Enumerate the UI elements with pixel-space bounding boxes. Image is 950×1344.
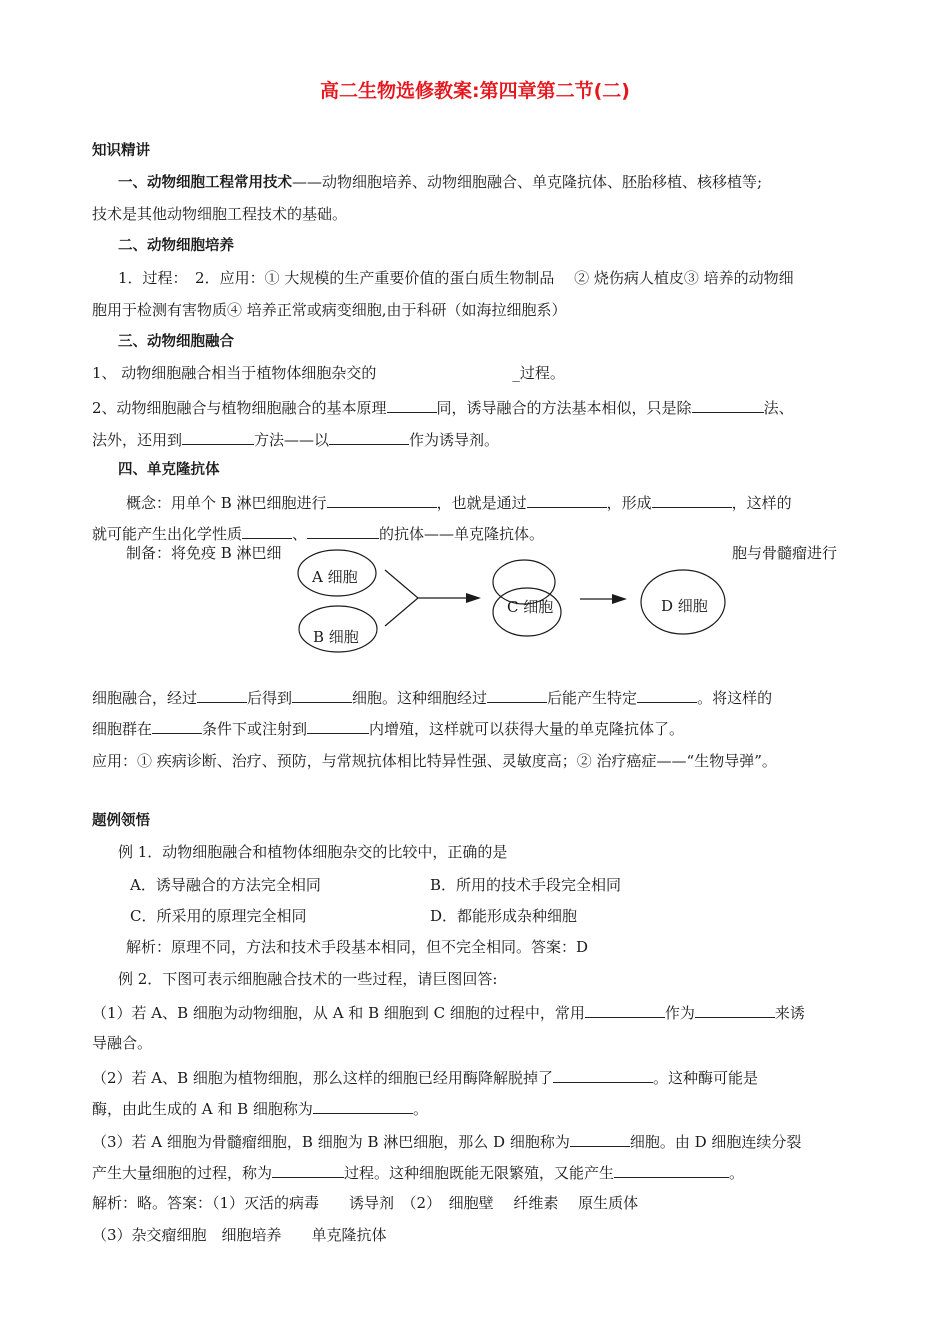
ex2-question: 例 2．下图可表示细胞融合技术的一些过程，请巨图回答: bbox=[118, 970, 498, 988]
arrowhead-to-d bbox=[612, 594, 627, 604]
blank bbox=[272, 1161, 344, 1178]
s1-line-1 bbox=[118, 172, 762, 193]
s4-title: 四、单克隆抗体 bbox=[118, 462, 220, 478]
blank bbox=[570, 1130, 630, 1147]
s4-prep-a: 制备：将免疫 B 淋巴细 bbox=[126, 544, 282, 562]
cell-c-top-ellipse bbox=[493, 560, 555, 604]
s1-line-2: 技术是其他动物细胞工程技术的基础。 bbox=[92, 205, 348, 223]
s4-f1a: 细胞融合，经过 bbox=[92, 689, 198, 707]
blank bbox=[652, 491, 732, 508]
s3-l2c: 法、 bbox=[763, 399, 794, 417]
s4-f1b: 后得到 bbox=[247, 689, 293, 707]
blank bbox=[695, 1001, 775, 1018]
blank bbox=[692, 396, 764, 413]
s4-c2c: 的抗体——单克隆抗体。 bbox=[379, 525, 545, 543]
blank bbox=[307, 522, 379, 539]
page-title: 高二生物选修教案:第四章第二节(二) bbox=[320, 80, 630, 102]
s3-line-1 bbox=[92, 363, 565, 383]
s3-l2a: 2、动物细胞融合与植物细胞融合的基本原理 bbox=[92, 399, 387, 417]
blank bbox=[307, 717, 369, 734]
s3-l1a: 1、 动物细胞融合相当于植物体细胞杂交的 bbox=[92, 364, 377, 382]
s3-l3b: 方法——以 bbox=[254, 431, 330, 449]
s4-concept-1 bbox=[126, 491, 792, 513]
blank bbox=[527, 491, 607, 508]
ex2-q3 bbox=[92, 1130, 801, 1152]
ex2-q2b: 。这种酶可能是 bbox=[652, 1069, 758, 1087]
s3-l2b: 同，诱导融合的方法基本相似，只是除 bbox=[436, 399, 692, 417]
s3-line-3 bbox=[92, 428, 499, 450]
blank bbox=[197, 686, 247, 703]
merge-bracket bbox=[385, 570, 418, 626]
s4-application: 应用：① 疾病诊断、治疗、预防，与常规抗体相比特异性强、灵敏度高；② 治疗癌症——“生物导弹”。 bbox=[92, 752, 777, 770]
s4-c1c: ，形成 bbox=[606, 494, 652, 512]
cell-c-label: C 细胞 bbox=[507, 598, 554, 616]
blank bbox=[182, 428, 254, 445]
s3-l3c: 作为诱导剂。 bbox=[409, 431, 500, 449]
blank bbox=[585, 1001, 665, 1018]
s4-fusion-2 bbox=[92, 717, 684, 739]
blank bbox=[637, 686, 697, 703]
ex2-q1b: 作为 bbox=[664, 1004, 695, 1022]
ex2-q3-cont bbox=[92, 1161, 744, 1183]
blank bbox=[313, 1097, 413, 1114]
s3-l3a: 法外，还用到 bbox=[92, 431, 183, 449]
ex1-option-a: A．诱导融合的方法完全相同 bbox=[130, 876, 321, 894]
s3-title: 三、动物细胞融合 bbox=[118, 334, 234, 350]
cell-d-label: D 细胞 bbox=[661, 597, 708, 615]
s4-f1e: 。将这样的 bbox=[697, 689, 773, 707]
blank bbox=[327, 491, 437, 508]
cell-b-label: B 细胞 bbox=[313, 628, 359, 646]
blank bbox=[553, 1066, 653, 1083]
ex2-q2d: 。 bbox=[412, 1100, 428, 1118]
s2-title: 二、动物细胞培养 bbox=[118, 238, 234, 254]
s4-f2a: 细胞群在 bbox=[92, 720, 153, 738]
ex2-q2a: （2）若 A、B 细胞为植物细胞，那么这样的细胞已经用酶降解脱掉了 bbox=[92, 1069, 553, 1087]
blank bbox=[329, 428, 409, 445]
ex2-q2-cont bbox=[92, 1097, 428, 1119]
s4-f1c: 细胞。这种细胞经过 bbox=[352, 689, 488, 707]
ex1-option-c: C．所采用的原理完全相同 bbox=[130, 907, 307, 925]
blank bbox=[292, 686, 352, 703]
s3-l1b: _过程。 bbox=[512, 364, 565, 382]
ex1-option-b: B．所用的技术手段完全相同 bbox=[430, 876, 622, 894]
ex1-question: 例 1．动物细胞融合和植物体细胞杂交的比较中，正确的是 bbox=[118, 843, 508, 861]
s2-line-2: 胞用于检测有害物质④ 培养正常或病变细胞,由于科研（如海拉细胞系） bbox=[92, 301, 567, 319]
s4-c1a: 概念：用单个 B 淋巴细胞进行 bbox=[126, 494, 327, 512]
ex2-q1c: 来诱 bbox=[774, 1004, 805, 1022]
blank bbox=[614, 1161, 729, 1178]
ex2-q2 bbox=[92, 1066, 758, 1088]
s4-f2c: 内增殖，这样就可以获得大量的单克隆抗体了。 bbox=[369, 720, 685, 738]
cell-a-ellipse bbox=[298, 550, 376, 596]
ex2-q2c: 酶，由此生成的 A 和 B 细胞称为 bbox=[92, 1100, 313, 1118]
ex2-q3e: 。 bbox=[729, 1164, 745, 1182]
arrowhead-to-c bbox=[466, 593, 481, 603]
blank bbox=[242, 522, 292, 539]
blank bbox=[152, 717, 202, 734]
s2-line-1: 1．过程： 2．应用：① 大规模的生产重要价值的蛋白质生物制品 ② 烧伤病人植皮③ 培养的动物细 bbox=[118, 269, 794, 287]
s4-c2b: 、 bbox=[292, 525, 308, 543]
s3-line-2 bbox=[92, 396, 794, 418]
s1-title: 一、动物细胞工程常用技术 bbox=[118, 175, 292, 191]
ex1-analysis: 解析：原理不同，方法和技术手段基本相同，但不完全相同。答案：D bbox=[126, 938, 589, 956]
section-heading-examples: 题例领悟 bbox=[92, 813, 150, 829]
ex2-q3d: 过程。这种细胞既能无限繁殖，又能产生 bbox=[344, 1164, 615, 1182]
ex2-q3b: 细胞。由 D 细胞连续分裂 bbox=[629, 1133, 802, 1151]
s4-c1d: ，这样的 bbox=[731, 494, 792, 512]
section-heading-knowledge: 知识精讲 bbox=[92, 143, 150, 159]
ex1-option-d: D．都能形成杂种细胞 bbox=[430, 907, 578, 925]
ex2-q1a: （1）若 A、B 细胞为动物细胞，从 A 和 B 细胞到 C 细胞的过程中，常用 bbox=[92, 1004, 585, 1022]
s4-c2a: 就可能产生出化学性质 bbox=[92, 525, 243, 543]
cell-b-ellipse bbox=[299, 606, 377, 652]
ex2-q1-cont: 导融合。 bbox=[92, 1034, 153, 1052]
s4-concept-2 bbox=[92, 522, 544, 544]
cell-d-ellipse bbox=[641, 570, 725, 634]
blank bbox=[387, 396, 437, 413]
s1-text: ——动物细胞培养、动物细胞融合、单克隆抗体、胚胎移植、核移植等; bbox=[292, 173, 763, 191]
s4-c1b: ，也就是通过 bbox=[436, 494, 527, 512]
ex2-answer-2: （3）杂交瘤细胞 细胞培养 单克隆抗体 bbox=[92, 1226, 387, 1244]
s4-fusion-1 bbox=[92, 686, 772, 708]
blank bbox=[487, 686, 547, 703]
ex2-answer-1: 解析：略。答案：（1）灭活的病毒 诱导剂 （2） 细胞壁 纤维素 原生质体 bbox=[92, 1194, 639, 1212]
ex2-q3a: （3）若 A 细胞为骨髓瘤细胞，B 细胞为 B 淋巴细胞，那么 D 细胞称为 bbox=[92, 1133, 570, 1151]
s4-f2b: 条件下或注射到 bbox=[202, 720, 308, 738]
cell-a-label: A 细胞 bbox=[312, 568, 358, 586]
cell-c-bottom-ellipse bbox=[493, 588, 561, 636]
ex2-q3c: 产生大量细胞的过程，称为 bbox=[92, 1164, 273, 1182]
s4-f1d: 后能产生特定 bbox=[547, 689, 638, 707]
ex2-q1 bbox=[92, 1001, 805, 1023]
s4-prep-b: 胞与骨髓瘤进行 bbox=[732, 544, 838, 562]
